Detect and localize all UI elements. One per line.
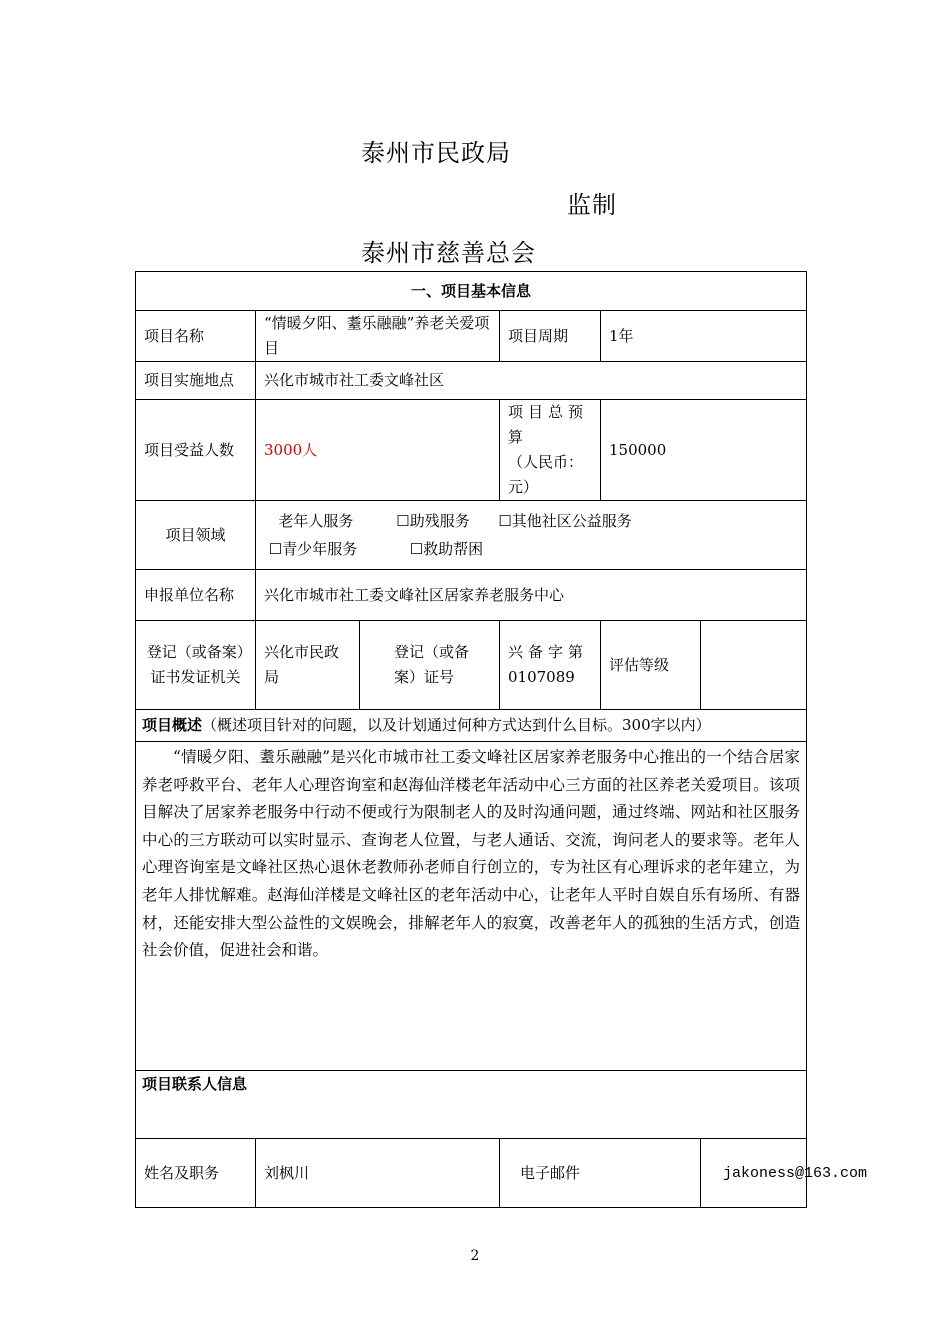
reg-number-line-2: 0107089 (508, 668, 575, 686)
domain-row (136, 501, 807, 570)
reg-number-label: 登记（或备案）证号 (360, 621, 500, 710)
budget-label-line-4: 元） (508, 478, 539, 496)
reg-number-value (500, 621, 601, 710)
section-title-row (136, 272, 807, 311)
domain-option-disability: ☐助残服务 (396, 512, 470, 530)
contact-header-row (136, 1071, 807, 1139)
project-info-table (135, 271, 868, 1208)
section-title: 一、项目基本信息 (136, 272, 807, 311)
domain-label: 项目领域 (136, 501, 256, 570)
overview-hint: （概述项目针对的问题，以及计划通过何种方式达到什么目标。300字以内） (202, 716, 711, 734)
domain-options-line-2 (264, 535, 798, 563)
reg-authority-value: 兴化市民政局 (256, 621, 360, 710)
budget-value: 150000 (601, 400, 807, 501)
page-number: 2 (470, 1248, 480, 1264)
contact-email-value: jakoness@163.com (701, 1139, 807, 1208)
domain-options (256, 501, 807, 570)
project-name-label: 项目名称 (136, 311, 256, 362)
header-line-1: 泰州市民政局 (361, 139, 511, 167)
applicant-row (136, 570, 807, 621)
domain-options-line-1 (264, 507, 798, 535)
budget-label (500, 400, 601, 501)
rating-label: 评估等级 (601, 621, 701, 710)
overview-text: “情暖夕阳、耋乐融融”是兴化市城市社工委文峰社区居家养老服务中心推出的一个结合居家养老呼救平台、老年人心理咨询室和赵海仙洋楼老年活动中心三方面的社区养老关爱项目。该项目解决了居家养老服务中行动不便或行为限制老人的及时沟通问题，通过终端、网站和社区服务中心的三方联动可以实时显示、查询老人位置，与老人通话、交流，询问老人的要求等。老年人心理咨询室是文峰社区热心退休老教师孙老师自行创立的，专为社区有心理诉求的老年建立，为老年人排忧解难。赵海仙洋楼是文峰社区的老年活动中心，让老年人平时自娱自乐有场所、有器材，还能安排大型公益性的文娱晚会，排解老年人的寂寞，改善老年人的孤独的生活方式，创造社会价值，促进社会和谐。 (136, 742, 807, 1071)
budget-label-line-1: 项目总预 (508, 403, 589, 421)
reg-number-line-1: 兴备字第 (508, 643, 589, 661)
contact-email-label: 电子邮件 (500, 1139, 701, 1208)
header-line-3: 泰州市慈善总会 (361, 239, 536, 267)
budget-label-line-2: 算 (508, 428, 524, 446)
project-period-label: 项目周期 (500, 311, 601, 362)
project-name-value: “情暖夕阳、耋乐融融”养老关爱项目 (256, 311, 500, 362)
applicant-value: 兴化市城市社工委文峰社区居家养老服务中心 (256, 570, 807, 621)
beneficiaries-row (136, 400, 807, 501)
project-name-row (136, 311, 807, 362)
registration-row (136, 621, 807, 710)
contact-section-label: 项目联系人信息 (136, 1071, 807, 1139)
beneficiaries-value: 3000人 (256, 400, 500, 501)
reg-authority-label: 登记（或备案）证书发证机关 (136, 621, 256, 710)
overview-label: 项目概述 (142, 716, 203, 734)
overview-body-row (136, 742, 807, 1071)
overview-header (136, 710, 807, 742)
location-value: 兴化市城市社工委文峰社区 (256, 362, 807, 400)
beneficiaries-label: 项目受益人数 (136, 400, 256, 501)
domain-option-relief: ☐救助帮困 (409, 540, 484, 558)
rating-value (701, 621, 807, 710)
header-line-2: 监制 (567, 191, 617, 219)
project-period-value: 1年 (601, 311, 807, 362)
contact-row (136, 1139, 807, 1208)
location-row (136, 362, 807, 400)
budget-label-line-3: （人民币： (508, 453, 584, 471)
contact-name-value: 刘枫川 (256, 1139, 500, 1208)
applicant-label: 申报单位名称 (136, 570, 256, 621)
domain-option-community: ☐其他社区公益服务 (498, 512, 632, 530)
overview-header-row (136, 710, 807, 742)
domain-option-elderly: 老年人服务 (278, 512, 354, 530)
location-label: 项目实施地点 (136, 362, 256, 400)
contact-name-label: 姓名及职务 (136, 1139, 256, 1208)
domain-option-youth: ☐青少年服务 (268, 540, 358, 558)
